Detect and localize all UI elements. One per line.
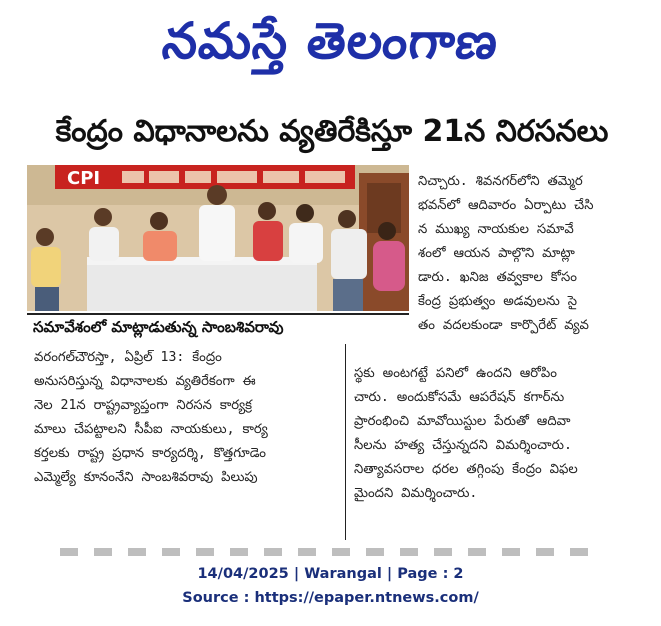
article-photo bbox=[27, 165, 409, 311]
article-left-column bbox=[34, 346, 340, 490]
text-line: మాలు చేపట్టాలని సీపీఐ నాయకులు, కార్య bbox=[34, 422, 268, 437]
text-line: భవన్‌లో ఆదివారం ఏర్పాటు చేసి bbox=[418, 198, 594, 213]
text-line: చారు. అందుకోసమే ఆపరేషన్ కగార్‌ను bbox=[354, 390, 565, 405]
article-headline: కేంద్రం విధానాలను వ్యతిరేకిస్తూ 21న నిరసనలు bbox=[55, 114, 609, 149]
text-line: వరంగల్‌చౌరస్తా, ఏప్రిల్ 13: కేంద్రం bbox=[34, 350, 222, 365]
text-line: ఎమ్మెల్యే కూనంనేని సాంబశివరావు పిలుపు bbox=[34, 470, 258, 485]
text-line: కేంద్ర ప్రభుత్వం అడవులను సై bbox=[418, 294, 578, 309]
footer-separator: | bbox=[293, 566, 300, 582]
masthead bbox=[0, 0, 661, 86]
footer-date: 14/04/2025 bbox=[197, 566, 289, 582]
article-right-column-bottom bbox=[354, 362, 650, 506]
text-line: నిత్యావసరాల ధరల తగ్గింపు కేంద్రం విఫల bbox=[354, 462, 578, 477]
text-line: నిచ్చారు. శివనగర్‌లోని తమ్మెర bbox=[418, 174, 583, 189]
newspaper-logo: నమస్తే తెలంగాణ bbox=[159, 12, 502, 70]
cpi-banner-text: CPI bbox=[67, 168, 101, 189]
text-line: కర్తలకు రాష్ట్ర ప్రధాన కార్యదర్శి, కొత్తగూడెం bbox=[34, 446, 266, 461]
text-line: తం వదలకుండా కార్పొరేట్ వ్యవ bbox=[418, 318, 589, 333]
column-divider bbox=[345, 344, 346, 540]
text-line: శంలో ఆయన పాల్గొని మాట్లా bbox=[418, 246, 575, 261]
text-line: స్థకు అంటగట్టే పనిలో ఉందని ఆరోపిం bbox=[354, 366, 557, 381]
epaper-footer bbox=[0, 548, 661, 626]
text-line: మైందని విమర్శించారు. bbox=[354, 486, 478, 501]
photo-caption: సమావేశంలో మాట్లాడుతున్న సాంబశివరావు bbox=[27, 313, 409, 339]
text-line: సీలను హత్య చేస్తున్నదని విమర్శించారు. bbox=[354, 438, 572, 453]
footer-meta bbox=[0, 566, 661, 582]
cropped-text-strip bbox=[60, 548, 600, 556]
footer-page: Page : 2 bbox=[397, 566, 464, 582]
text-line: నెల 21న రాష్ట్రవ్యాప్తంగా నిరసన కార్యక్ర bbox=[34, 398, 253, 413]
text-line: అనుసరిస్తున్న విధానాలకు వ్యతిరేకంగా ఈ bbox=[34, 374, 256, 389]
text-line: ప్రారంభించి మావోయిస్టుల పేరుతో ఆదివా bbox=[354, 414, 571, 429]
footer-source: Source : https://epaper.ntnews.com/ bbox=[182, 590, 479, 606]
footer-separator: | bbox=[386, 566, 393, 582]
meeting-photo-illustration bbox=[27, 165, 409, 311]
article-right-column-top bbox=[418, 170, 650, 338]
footer-edition: Warangal bbox=[304, 566, 382, 582]
text-line: న ముఖ్య నాయకుల సమావే bbox=[418, 222, 574, 237]
text-line: డారు. ఖనిజ తవ్వకాల కోసం bbox=[418, 270, 577, 285]
